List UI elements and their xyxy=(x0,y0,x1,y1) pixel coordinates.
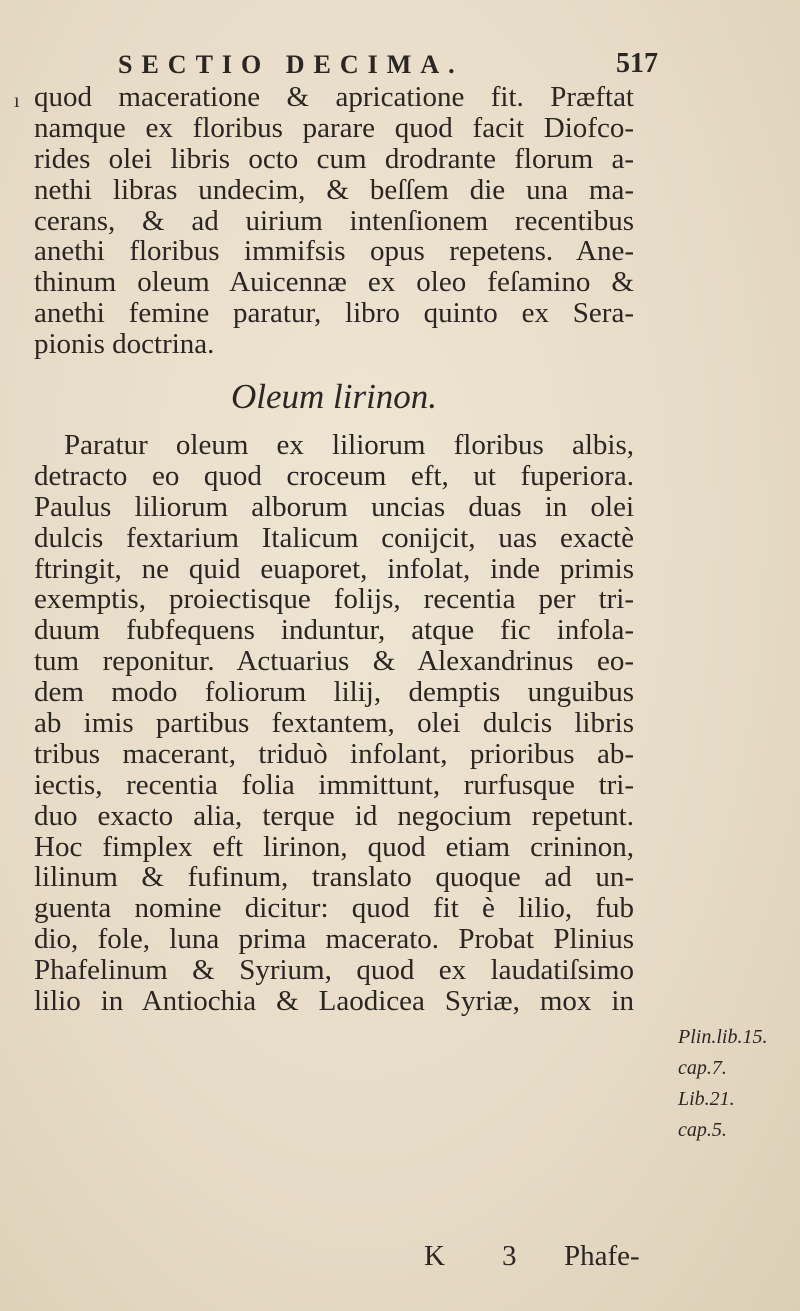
text-line: Paulus liliorum alborum uncias duas in olei xyxy=(34,490,634,523)
text-line: duum fubfequens induntur, atque fic infola- xyxy=(34,614,634,647)
text-line: tribus macerant, triduò infolant, prioribus ab- xyxy=(34,737,634,770)
running-title: SECTIO DECIMA. xyxy=(118,50,464,79)
text-line: Hoc fimplex eft lirinon, quod etiam crininon, xyxy=(34,830,634,863)
text-line: iectis, recentia folia immittunt, rurfusque tri- xyxy=(34,768,634,801)
signature-number: 3 xyxy=(502,1240,517,1272)
text-line: pionis doctrina. xyxy=(34,328,215,361)
text-line: anethi floribus immifsis opus repetens. Ane- xyxy=(34,235,634,268)
margin-tick-mark: ı xyxy=(14,90,20,112)
text-line: dem modo foliorum lilij, demptis unguibus xyxy=(34,676,634,709)
text-line: dulcis fextarium Italicum conijcit, uas exactè xyxy=(34,521,634,554)
margin-note: Plin.lib.15. xyxy=(678,1026,768,1048)
paragraph-anethinum xyxy=(34,82,634,360)
text-line: guenta nomine dicitur: quod fit è lilio, fub xyxy=(34,892,634,925)
text-line: namque ex floribus parare quod facit Diofco- xyxy=(34,111,634,144)
text-line: Paratur oleum ex liliorum floribus albis, xyxy=(64,429,634,462)
text-line: lilinum & fufinum, translato quoque ad un- xyxy=(34,861,634,894)
text-line: cerans, & ad uirium intenſionem recentibus xyxy=(34,204,634,237)
margin-note: Lib.21. xyxy=(678,1087,735,1110)
text-line: rides olei libris octo cum drodrante florum a- xyxy=(34,142,634,175)
text-line: duo exacto alia, terque id negocium repetunt. xyxy=(34,799,634,832)
catchword: Phafe- xyxy=(564,1240,640,1272)
text-line: anethi femine paratur, libro quinto ex Sera- xyxy=(34,297,634,330)
text-line: tum reponitur. Actuarius & Alexandrinus eo- xyxy=(34,645,634,678)
margin-notes xyxy=(678,1022,794,1146)
text-line: ftringit, ne quid euaporet, infolat, inde primis xyxy=(34,552,634,585)
signature-mark: K xyxy=(424,1240,445,1272)
text-line: dio, fole, luna prima macerato. Probat Plinius xyxy=(34,923,634,956)
margin-note: cap.5. xyxy=(678,1118,727,1141)
text-block xyxy=(34,82,634,1017)
section-heading: Oleum lirinon. xyxy=(230,377,438,417)
text-line: exemptis, proiectisque folijs, recentia per tri- xyxy=(34,583,634,616)
text-line: quod maceratione & apricatione fit. Præftat xyxy=(34,81,634,113)
text-line: Phafelinum & Syrium, quod ex laudatiſsimo xyxy=(34,954,634,987)
text-line: detracto eo quod croceum eft, ut fuperiora. xyxy=(34,459,634,492)
text-line: lilio in Antiochia & Laodicea Syriæ, mox in xyxy=(34,985,634,1018)
page-number: 517 xyxy=(616,48,658,79)
text-line: nethi libras undecim, & beſſem die una ma- xyxy=(34,173,634,206)
margin-note: cap.7. xyxy=(678,1056,727,1079)
page-footer xyxy=(34,1240,640,1272)
paragraph-lirinon xyxy=(34,430,634,1017)
text-line: ab imis partibus fextantem, olei dulcis libris xyxy=(34,707,634,740)
text-line: thinum oleum Auicennæ ex oleo feſamino & xyxy=(34,266,634,299)
